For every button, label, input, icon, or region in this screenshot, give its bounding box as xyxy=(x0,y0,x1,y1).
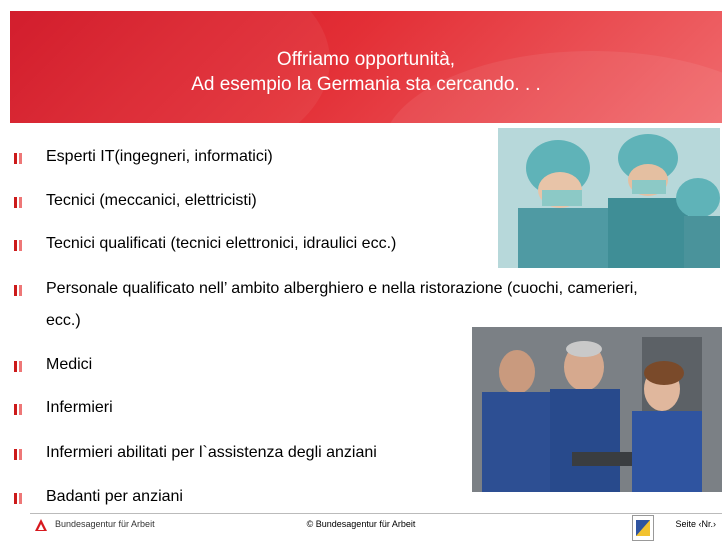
bullet-marker-icon xyxy=(14,197,23,208)
bullet-marker-icon xyxy=(14,361,23,372)
bullet-marker-icon xyxy=(14,285,23,296)
bullet-marker-icon xyxy=(14,449,23,460)
list-item-text: Medici xyxy=(46,356,93,373)
list-item-text: Personale qualificato nell’ ambito alberghiero e nella ristorazione (cuochi, camerieri, xyxy=(46,280,638,297)
list-item-text: Tecnici qualificati (tecnici elettronici, idraulici ecc.) xyxy=(46,235,397,252)
bullet-marker-icon xyxy=(14,493,23,504)
workshop-photo xyxy=(472,327,722,492)
title-line-2: Ad esempio la Germania sta cercando. . . xyxy=(191,74,541,95)
list-item-text: Infermieri abilitati per l`assistenza degli anziani xyxy=(46,444,377,461)
bullet-marker-icon xyxy=(14,240,23,251)
surgeons-illustration xyxy=(498,128,720,268)
footer-divider xyxy=(30,513,722,514)
bullet-marker-icon xyxy=(14,153,23,164)
agency-name: Bundesagentur für Arbeit xyxy=(55,519,155,529)
list-item-text: Esperti IT(ingegneri, informatici) xyxy=(46,148,273,165)
surgeons-photo xyxy=(498,128,720,268)
emblem-icon xyxy=(632,515,654,541)
workshop-illustration xyxy=(472,327,722,492)
slide-title xyxy=(10,47,722,97)
page-number: Seite ‹Nr.› xyxy=(675,519,716,529)
list-item-text: Tecnici (meccanici, elettricisti) xyxy=(46,192,257,209)
list-item-text: Badanti per anziani xyxy=(46,488,183,505)
list-item-text: ecc.) xyxy=(46,312,81,329)
list-item-text: Infermieri xyxy=(46,399,113,416)
footer-copyright: © Bundesagentur für Arbeit xyxy=(306,519,416,529)
bullet-marker-icon xyxy=(14,404,23,415)
title-line-1: Offriamo opportunità, xyxy=(276,49,456,70)
